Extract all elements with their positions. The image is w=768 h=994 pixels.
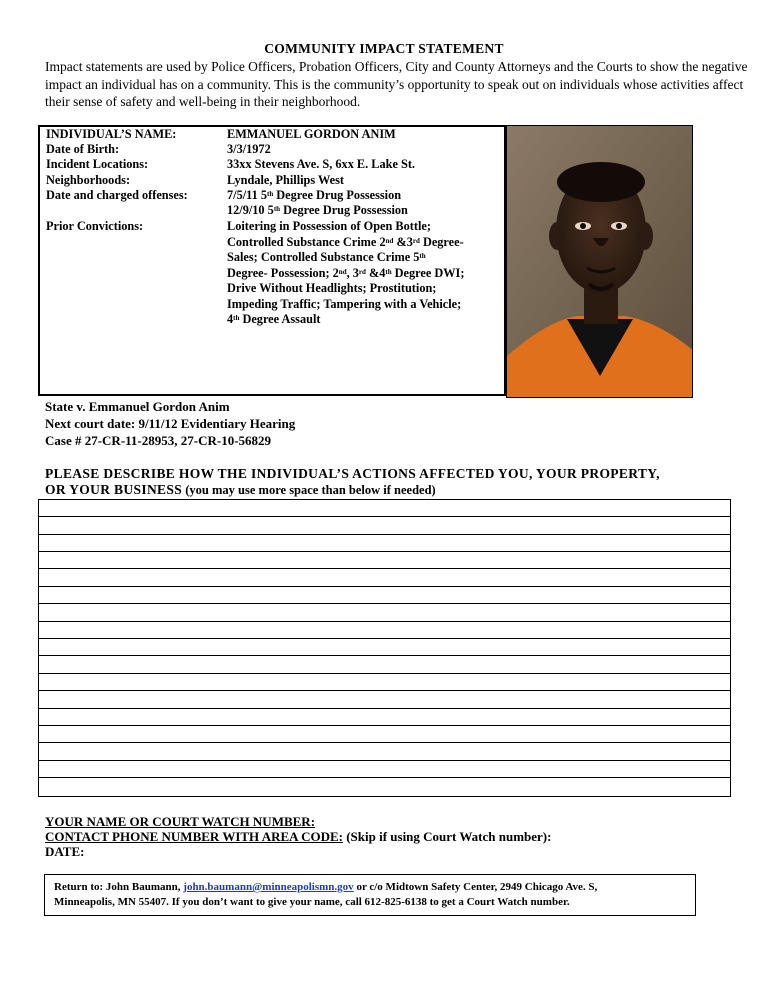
locations-value: 33xx Stevens Ave. S, 6xx E. Lake St. [227, 157, 415, 171]
locations-label: Incident Locations: [46, 157, 149, 171]
response-line[interactable] [39, 621, 730, 622]
describe-prompt: PLEASE DESCRIBE HOW THE INDIVIDUAL’S ACTIONS AFFECTED YOU, YOUR PROPERTY, OR YOUR BUSINESS (you may use more space than below if needed) [45, 466, 660, 497]
neighborhoods-value: Lyndale, Phillips West [227, 173, 344, 187]
response-line[interactable] [39, 568, 730, 569]
offense-2: 12/9/10 5th Degree Drug Possession [227, 203, 408, 217]
page-title: COMMUNITY IMPACT STATEMENT [264, 41, 504, 56]
response-line[interactable] [39, 708, 730, 709]
prior-label: Prior Convictions: [46, 219, 144, 233]
mugshot-photo [506, 125, 693, 398]
response-line[interactable] [39, 638, 730, 639]
response-line[interactable] [39, 673, 730, 674]
intro-paragraph: Impact statements are used by Police Officers, Probation Officers, City and County Attorneys and the Courts to show the negative impact an individual has on a community. This is the community’s opportunity to speak out on individuals whose activities affect their sense of safety and well-being in their neighborhood. [45, 59, 748, 109]
phone-field-label: CONTACT PHONE NUMBER WITH AREA CODE: (Skip if using Court Watch number): [45, 829, 552, 844]
response-line[interactable] [39, 603, 730, 604]
neighborhoods-label: Neighborhoods: [46, 173, 131, 187]
response-line[interactable] [39, 551, 730, 552]
name-field-label: YOUR NAME OR COURT WATCH NUMBER: [45, 814, 316, 829]
response-line[interactable] [39, 534, 730, 535]
date-field-label: DATE: [45, 844, 85, 859]
response-line[interactable] [39, 725, 730, 726]
offenses-label: Date and charged offenses: [46, 188, 188, 202]
case-number: Case # 27-CR-11-28953, 27-CR-10-56829 [45, 433, 272, 448]
response-line[interactable] [39, 586, 730, 587]
dob-value: 3/3/1972 [227, 142, 271, 156]
response-line[interactable] [39, 760, 730, 761]
next-court-date: Next court date: 9/11/12 Evidentiary Hearing [45, 416, 296, 431]
mugshot-image [507, 126, 693, 398]
response-line[interactable] [39, 690, 730, 691]
individual-info-box [38, 125, 506, 396]
response-line[interactable] [39, 742, 730, 743]
return-instructions-box: Return to: John Baumann, john.baumann@minneapolismn.gov or c/o Midtown Safety Center, 2949 Chicago Ave. S, Minneapolis, MN 55407. If you don’t want to give your name, call 612-825-6138 to get a Court Watch number. [44, 874, 696, 916]
prior-value: Loitering in Possession of Open Bottle; Controlled Substance Crime 2nd &3rd Degree- Sales; Controlled Substance Crime 5th Degree- Possession; 2nd, 3rd &4th Degree DWI; Drive Without Headlights; Prostitution; Impeding Traffic; Tampering with a Vehicle; 4th Degree Assault [227, 219, 465, 326]
offense-1: 7/5/11 5th Degree Drug Possession [227, 188, 402, 202]
name-value: EMMANUEL GORDON ANIM [227, 127, 396, 141]
name-label: INDIVIDUAL’S NAME: [46, 127, 177, 141]
case-title: State v. Emmanuel Gordon Anim [45, 399, 230, 414]
response-line[interactable] [39, 777, 730, 778]
response-line[interactable] [39, 516, 730, 517]
response-line[interactable] [39, 655, 730, 656]
offenses-value [227, 188, 507, 218]
email-link[interactable]: john.baumann@minneapolismn.gov [183, 881, 354, 893]
dob-label: Date of Birth: [46, 142, 120, 156]
response-lines-box[interactable] [38, 499, 731, 797]
